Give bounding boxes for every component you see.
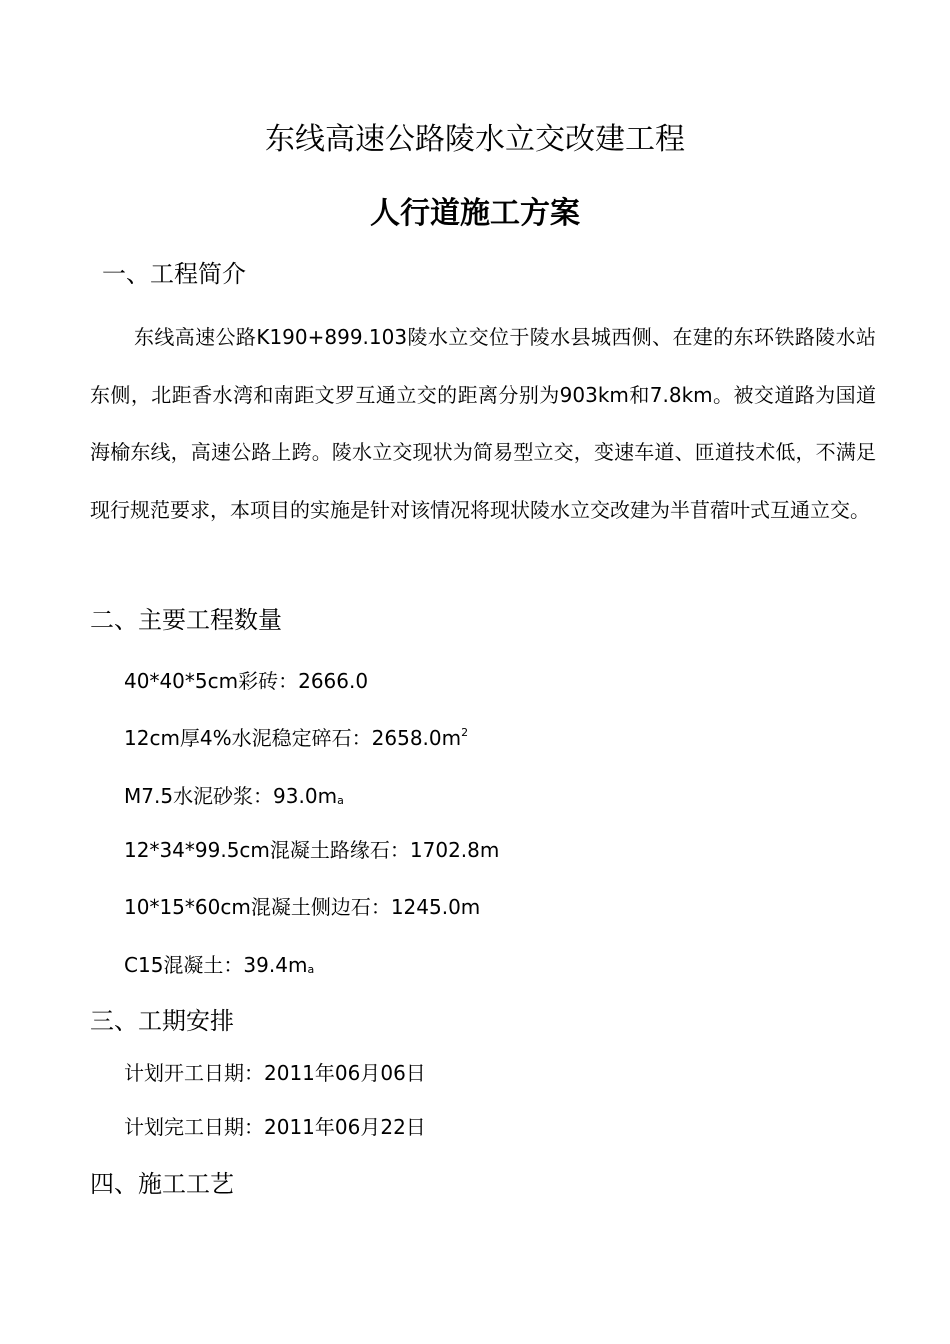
schedule-item-text: 计划完工日期：2011年06月22日	[124, 1115, 426, 1139]
unit-superscript: 2	[461, 726, 469, 739]
quantity-item	[124, 892, 480, 922]
quantity-item-text: M7.5水泥砂浆：93.0m	[124, 784, 338, 808]
quantity-item-text: 12*34*99.5cm混凝土路缘石：1702.8m	[124, 838, 500, 862]
document-title: 东线高速公路陵水立交改建工程	[265, 122, 685, 157]
section-heading-process: 四、施工工艺	[90, 1170, 234, 1198]
quantity-item	[124, 666, 368, 696]
document-subtitle: 人行道施工方案	[370, 196, 580, 231]
schedule-item-text: 计划开工日期：2011年06月06日	[124, 1061, 426, 1085]
section-heading-overview: 一、工程简介	[102, 260, 246, 288]
quantity-item-text: C15混凝土：39.4m	[124, 953, 308, 977]
schedule-item-end	[124, 1112, 426, 1142]
unit-mark: a	[337, 794, 344, 807]
quantity-item-text: 12cm厚4%水泥稳定碎石：2658.0m	[124, 726, 462, 750]
quantity-item-text: 40*40*5cm彩砖：2666.0	[124, 669, 369, 693]
quantity-item	[124, 835, 499, 865]
section-heading-quantities: 二、主要工程数量	[90, 606, 282, 634]
overview-paragraph: 东线高速公路K190+899.103陵水立交位于陵水县城西侧、在建的东环铁路陵水站东侧，北距香水湾和南距文罗互通立交的距离分别为903km和7.8km。被交道路为国道海榆东线，高速公路上跨。陵水立交现状为简易型立交，变速车道、匝道技术低，不满足现行规范要求，本项目的实施是针对该情况将现状陵水立交改建为半苜蓿叶式互通立交。	[90, 325, 876, 522]
quantity-item-text: 10*15*60cm混凝土侧边石：1245.0m	[124, 895, 481, 919]
section-heading-schedule: 三、工期安排	[90, 1007, 234, 1035]
schedule-item-start	[124, 1058, 426, 1088]
quantity-item	[124, 723, 468, 753]
unit-mark: a	[307, 963, 315, 976]
quantity-item	[124, 781, 344, 811]
quantity-item	[124, 950, 314, 980]
